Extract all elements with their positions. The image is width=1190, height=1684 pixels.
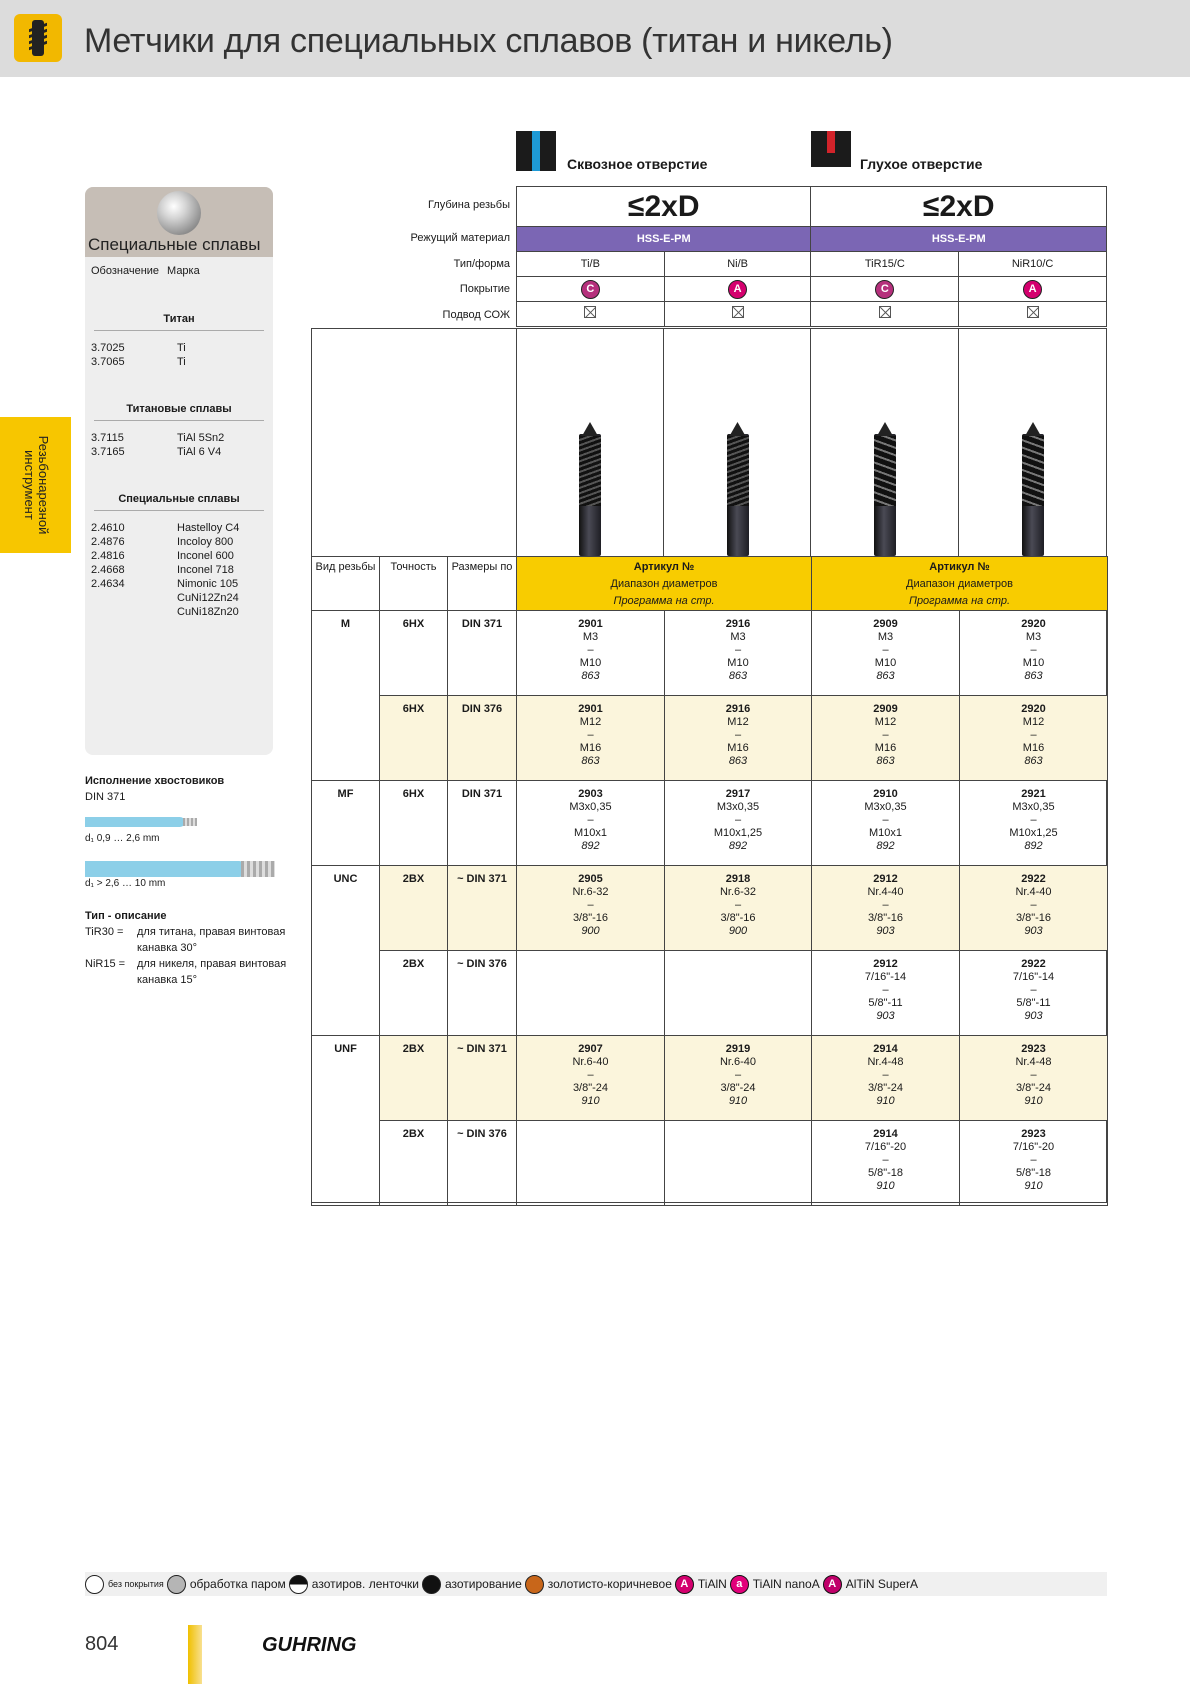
article-number[interactable]: 2917 xyxy=(725,788,751,800)
coating-cell xyxy=(517,277,665,302)
coolant-label: Подвод СОЖ xyxy=(442,309,510,321)
article-number[interactable]: 2914 xyxy=(873,1043,898,1055)
catalog-page: 863 xyxy=(1024,755,1043,767)
range-to: 3/8"-16 xyxy=(572,912,609,924)
range-to: M16 xyxy=(579,742,602,754)
range-to: M10x1,25 xyxy=(1009,827,1058,839)
catalog-page: 892 xyxy=(876,840,895,852)
range-to: M10x1 xyxy=(573,827,608,839)
range-from: 7/16"-14 xyxy=(864,971,907,983)
article-cell[interactable] xyxy=(665,781,812,866)
shank-section: Исполнение хвостовиков DIN 371 d₁ 0,9 … 2,6 mm d₁ > 2,6 … 10 mm xyxy=(85,775,315,803)
no-coolant-icon xyxy=(1027,306,1039,318)
article-cell xyxy=(517,1121,665,1206)
range-dash: – xyxy=(587,729,594,741)
catalog-page: 863 xyxy=(1024,670,1043,682)
range-to: 3/8"-24 xyxy=(720,1082,756,1094)
type-label: Тип/форма xyxy=(453,258,510,270)
range-dash: – xyxy=(882,984,889,996)
catalog-page: 910 xyxy=(876,1180,895,1192)
legend-item: A TiAlN xyxy=(675,1575,727,1594)
range-from: M12 xyxy=(1022,716,1045,728)
product-table xyxy=(311,556,1108,1206)
article-header: Артикул № Диапазон диаметров Программа на стр. xyxy=(812,557,1108,611)
legend-item: A AlTiN SuperA xyxy=(823,1575,918,1594)
range-from: 7/16"-20 xyxy=(864,1141,907,1153)
tap-tool-icon xyxy=(727,434,749,556)
range-from: 7/16"-14 xyxy=(1012,971,1055,983)
range-from: M12 xyxy=(874,716,897,728)
range-to: 5/8"-18 xyxy=(867,1167,904,1179)
range-dash: – xyxy=(882,899,889,911)
catalog-page: 863 xyxy=(876,755,895,767)
thread-type-cell: UNC xyxy=(312,866,380,1036)
range-dash: – xyxy=(882,1154,889,1166)
type-description: Тип - описание TiR30 = для титана, правая винтовая канавка 30° NiR15 = для никеля, правая винтовая канавка 15° xyxy=(85,910,287,986)
tolerance-cell: 6HX xyxy=(380,696,448,781)
image-divider xyxy=(516,328,517,556)
catalog-page: 903 xyxy=(1024,925,1043,937)
spec-table xyxy=(516,186,1107,327)
article-cell[interactable] xyxy=(517,1036,665,1121)
coating-label: Покрытие xyxy=(459,283,510,295)
table-row xyxy=(312,1036,1108,1121)
tap-tool-icon xyxy=(1022,434,1044,556)
range-dash: – xyxy=(587,899,594,911)
range-to: 3/8"-24 xyxy=(867,1082,904,1094)
catalog-page: 900 xyxy=(728,925,748,937)
range-to: 5/8"-11 xyxy=(868,997,903,1009)
coating-swatch-icon xyxy=(422,1575,441,1594)
coolant-cell xyxy=(811,302,959,327)
range-dash: – xyxy=(882,729,889,741)
tool-type: NiR10/C xyxy=(959,252,1107,277)
material-ball-icon xyxy=(157,191,201,235)
page-number: 804 xyxy=(85,1633,119,1655)
article-header: Артикул № Диапазон диаметров Программа на стр. xyxy=(517,557,812,611)
depth-value: ≤2xD xyxy=(517,187,811,227)
article-number[interactable]: 2909 xyxy=(873,703,898,715)
catalog-page: 863 xyxy=(728,755,748,767)
article-number[interactable]: 2903 xyxy=(578,788,603,800)
range-from: Nr.4-48 xyxy=(867,1056,904,1068)
range-dash: – xyxy=(882,814,889,826)
thread-type-cell: UNF xyxy=(312,1036,380,1206)
no-coolant-icon xyxy=(732,306,744,318)
material-row: 3.7065 Ti xyxy=(91,356,186,368)
material-row: 3.7165 TiAl 6 V4 xyxy=(91,446,222,458)
standard-cell: ~ DIN 376 xyxy=(448,951,517,1036)
coating-swatch-icon xyxy=(85,1575,104,1594)
tap-icon xyxy=(14,14,62,62)
material-row: CuNi18Zn20 xyxy=(177,606,239,618)
no-coolant-icon xyxy=(584,306,596,318)
range-from: M3 xyxy=(877,631,894,643)
catalog-page: 910 xyxy=(1024,1180,1043,1192)
article-cell[interactable] xyxy=(960,696,1108,781)
thread-type-cell: M xyxy=(312,611,380,781)
range-to: M10 xyxy=(874,657,897,669)
article-number[interactable]: 2909 xyxy=(873,618,898,630)
article-number[interactable]: 2920 xyxy=(1021,618,1046,630)
range-from: M3x0,35 xyxy=(1012,801,1055,813)
legend-item: обработка паром xyxy=(167,1575,286,1594)
legend-item: a TiAlN nanoA xyxy=(730,1575,820,1594)
coating-swatch-icon: A xyxy=(675,1575,694,1594)
range-to: 5/8"-11 xyxy=(1016,997,1051,1009)
range-to: 3/8"-24 xyxy=(1015,1082,1052,1094)
range-from: Nr.4-48 xyxy=(1015,1056,1052,1068)
article-number[interactable]: 2922 xyxy=(1021,873,1046,885)
range-to: 3/8"-16 xyxy=(867,912,904,924)
article-cell xyxy=(665,1121,812,1206)
range-to: M10 xyxy=(579,657,602,669)
range-to: 3/8"-16 xyxy=(720,912,756,924)
table-row xyxy=(312,611,1108,696)
range-from: Nr.4-40 xyxy=(867,886,904,898)
coolant-cell xyxy=(959,302,1107,327)
legend-item: азотиров. ленточки xyxy=(289,1575,419,1594)
legend-item: азотирование xyxy=(422,1575,522,1594)
article-cell xyxy=(665,951,812,1036)
article-cell[interactable] xyxy=(812,866,960,951)
article-cell[interactable] xyxy=(960,781,1108,866)
coating-swatch-icon xyxy=(289,1575,308,1594)
range-to: M10 xyxy=(727,657,749,669)
depth-label: Глубина резьбы xyxy=(427,199,510,211)
material-groups xyxy=(85,313,273,619)
range-from: M12 xyxy=(579,716,602,728)
coating-badge-icon: C xyxy=(581,280,600,299)
tolerance-cell: 2BX xyxy=(380,1121,448,1206)
range-dash: – xyxy=(1030,1069,1037,1081)
article-number[interactable]: 2901 xyxy=(578,703,603,715)
tool-image-cell xyxy=(516,328,664,556)
range-to: M10x1,25 xyxy=(713,827,763,839)
range-dash: – xyxy=(1030,729,1037,741)
catalog-page: 903 xyxy=(876,925,895,937)
range-dash: – xyxy=(734,899,742,911)
article-number[interactable]: 2901 xyxy=(578,618,603,630)
article-cell[interactable] xyxy=(812,611,960,696)
shank-small-icon xyxy=(85,817,185,827)
range-to: M16 xyxy=(1022,742,1045,754)
material-col-header: Обозначение Марка xyxy=(91,265,200,277)
tap-tool-icon xyxy=(874,434,896,556)
tolerance-header: Точность xyxy=(380,557,448,611)
page-title: Метчики для специальных сплавов (титан и никель) xyxy=(84,22,893,60)
material-row: 3.7025 Ti xyxy=(91,342,186,354)
range-dash: – xyxy=(587,1069,594,1081)
catalog-page: 910 xyxy=(876,1095,895,1107)
depth-value: ≤2xD xyxy=(811,187,1107,227)
catalog-page: 892 xyxy=(728,840,748,852)
coating-swatch-icon xyxy=(167,1575,186,1594)
article-number[interactable]: 2910 xyxy=(873,788,898,800)
article-number[interactable]: 2912 xyxy=(873,873,898,885)
article-cell[interactable] xyxy=(517,696,665,781)
material-row: 2.4634 Nimonic 105 xyxy=(91,578,239,590)
material-group-title: Титановые сплавы xyxy=(94,403,264,421)
brand-logo: GUHRING xyxy=(262,1634,357,1656)
range-dash: – xyxy=(734,814,742,826)
catalog-page: 910 xyxy=(581,1095,600,1107)
article-cell[interactable] xyxy=(665,866,812,951)
range-from: Nr.4-40 xyxy=(1015,886,1052,898)
tool-image-cell xyxy=(811,328,959,556)
article-number[interactable]: 2905 xyxy=(578,873,603,885)
blind-hole-label: Глухое отверстие xyxy=(860,156,983,172)
standard-cell: ~ DIN 371 xyxy=(448,1036,517,1121)
range-dash: – xyxy=(1030,1154,1037,1166)
coating-badge-icon: C xyxy=(875,280,894,299)
article-number[interactable]: 2923 xyxy=(1021,1128,1046,1140)
article-number[interactable]: 2907 xyxy=(578,1043,603,1055)
tolerance-cell: 6HX xyxy=(380,781,448,866)
standard-cell: DIN 371 xyxy=(448,781,517,866)
material-panel-title: Специальные сплавы xyxy=(88,235,261,254)
range-dash: – xyxy=(1030,814,1037,826)
range-dash: – xyxy=(734,729,742,741)
catalog-page: 910 xyxy=(728,1095,748,1107)
size-header: Размеры по xyxy=(448,557,517,611)
coating-cell xyxy=(959,277,1107,302)
article-number[interactable]: 2922 xyxy=(1021,958,1046,970)
shank-small-label: d₁ 0,9 … 2,6 mm xyxy=(85,833,160,844)
coating-badge-icon: A xyxy=(728,280,747,299)
range-dash: – xyxy=(587,814,594,826)
coating-legend xyxy=(85,1572,1107,1596)
article-number[interactable]: 2921 xyxy=(1021,788,1046,800)
legend-item: золотисто-коричневое xyxy=(525,1575,672,1594)
range-dash: – xyxy=(882,644,889,656)
through-hole-icon xyxy=(516,131,556,171)
cutting-material: HSS-E-PM xyxy=(811,227,1107,252)
article-cell[interactable] xyxy=(812,951,960,1036)
table-row xyxy=(312,866,1108,951)
article-cell[interactable] xyxy=(665,696,812,781)
range-from: Nr.6-40 xyxy=(572,1056,609,1068)
material-row: 3.7115 TiAl 5Sn2 xyxy=(91,432,225,444)
article-cell[interactable] xyxy=(812,696,960,781)
page-header xyxy=(0,0,1190,77)
catalog-page: 863 xyxy=(581,755,600,767)
range-from: M3 xyxy=(1025,631,1042,643)
range-from: M3x0,35 xyxy=(569,801,612,813)
standard-cell: DIN 376 xyxy=(448,696,517,781)
tool-type: TiR15/C xyxy=(811,252,959,277)
article-cell xyxy=(517,951,665,1036)
article-number[interactable]: 2914 xyxy=(873,1128,898,1140)
section-tab[interactable]: Резьбонарезной инструмент xyxy=(0,417,71,553)
through-hole-label: Сквозное отверстие xyxy=(567,156,708,172)
article-cell[interactable] xyxy=(517,611,665,696)
coating-swatch-icon xyxy=(525,1575,544,1594)
catalog-page: 863 xyxy=(581,670,600,682)
article-number[interactable]: 2919 xyxy=(725,1043,751,1055)
material-row: 2.4876 Incoloy 800 xyxy=(91,536,234,548)
range-from: M3 xyxy=(582,631,599,643)
material-row: 2.4668 Inconel 718 xyxy=(91,564,234,576)
article-cell[interactable] xyxy=(665,1036,812,1121)
legend-item: без покрытия xyxy=(85,1575,164,1594)
article-number[interactable]: 2916 xyxy=(725,618,751,630)
thread-header: Вид резьбы xyxy=(312,557,380,611)
range-to: 3/8"-16 xyxy=(1015,912,1052,924)
range-to: M16 xyxy=(727,742,749,754)
article-cell[interactable] xyxy=(812,1121,960,1206)
material-group-title: Титан xyxy=(94,313,264,331)
table-row xyxy=(312,951,1108,1036)
article-cell[interactable] xyxy=(812,1036,960,1121)
catalog-page: 900 xyxy=(581,925,600,937)
article-cell[interactable] xyxy=(960,1036,1108,1121)
tool-type: Ti/B xyxy=(517,252,665,277)
material-row: 2.4816 Inconel 600 xyxy=(91,550,234,562)
article-number[interactable]: 2923 xyxy=(1021,1043,1046,1055)
article-cell[interactable] xyxy=(812,781,960,866)
table-row xyxy=(312,1121,1108,1206)
shank-large-icon xyxy=(85,861,245,877)
material-row: CuNi12Zn24 xyxy=(177,592,239,604)
tolerance-cell: 2BX xyxy=(380,1036,448,1121)
range-dash: – xyxy=(734,644,742,656)
material-panel xyxy=(85,187,273,755)
tool-type: Ni/B xyxy=(664,252,811,277)
tolerance-cell: 2BX xyxy=(380,866,448,951)
footer-accent-bar xyxy=(188,1625,202,1684)
article-cell[interactable] xyxy=(960,951,1108,1036)
range-from: M3x0,35 xyxy=(864,801,907,813)
article-cell[interactable] xyxy=(960,866,1108,951)
material-label: Режущий материал xyxy=(410,232,510,244)
table-row xyxy=(312,696,1108,781)
material-group-title: Специальные сплавы xyxy=(94,493,264,511)
catalog-page: 903 xyxy=(876,1010,895,1022)
shank-large-label: d₁ > 2,6 … 10 mm xyxy=(85,878,166,889)
range-from: Nr.6-40 xyxy=(719,1056,757,1068)
range-to: 3/8"-24 xyxy=(572,1082,609,1094)
article-cell[interactable] xyxy=(960,1121,1108,1206)
tool-image-cell xyxy=(959,328,1107,556)
range-dash: – xyxy=(1030,899,1037,911)
article-number[interactable]: 2920 xyxy=(1021,703,1046,715)
catalog-page: 892 xyxy=(1024,840,1043,852)
range-dash: – xyxy=(1030,984,1037,996)
coating-swatch-icon: A xyxy=(823,1575,842,1594)
tap-tool-icon xyxy=(579,434,601,556)
range-dash: – xyxy=(587,644,594,656)
standard-cell: ~ DIN 371 xyxy=(448,866,517,951)
range-from: Nr.6-32 xyxy=(719,886,757,898)
coating-cell xyxy=(811,277,959,302)
catalog-page: 863 xyxy=(728,670,748,682)
catalog-page: 863 xyxy=(876,670,895,682)
standard-cell: DIN 371 xyxy=(448,611,517,696)
range-from: M12 xyxy=(727,716,749,728)
thread-type-cell: MF xyxy=(312,781,380,866)
article-cell[interactable] xyxy=(517,866,665,951)
range-from: Nr.6-32 xyxy=(572,886,609,898)
blind-hole-icon xyxy=(811,131,851,167)
tolerance-cell: 2BX xyxy=(380,951,448,1036)
tolerance-cell: 6HX xyxy=(380,611,448,696)
range-from: M3 xyxy=(730,631,746,643)
catalog-page: 910 xyxy=(1024,1095,1043,1107)
range-to: M16 xyxy=(874,742,897,754)
article-number[interactable]: 2918 xyxy=(725,873,751,885)
catalog-page: 892 xyxy=(581,840,600,852)
range-from: M3x0,35 xyxy=(716,801,760,813)
cutting-material: HSS-E-PM xyxy=(517,227,811,252)
range-dash: – xyxy=(882,1069,889,1081)
standard-cell: ~ DIN 376 xyxy=(448,1121,517,1206)
range-to: M10x1 xyxy=(868,827,903,839)
table-row xyxy=(312,781,1108,866)
range-from: 7/16"-20 xyxy=(1012,1141,1055,1153)
no-coolant-icon xyxy=(879,306,891,318)
coating-badge-icon: A xyxy=(1023,280,1042,299)
article-cell[interactable] xyxy=(665,611,812,696)
material-row: 2.4610 Hastelloy C4 xyxy=(91,522,240,534)
coolant-cell xyxy=(664,302,811,327)
tool-image-cell xyxy=(664,328,811,556)
article-number[interactable]: 2912 xyxy=(873,958,898,970)
range-to: M10 xyxy=(1022,657,1045,669)
coating-swatch-icon: a xyxy=(730,1575,749,1594)
coolant-cell xyxy=(517,302,665,327)
range-dash: – xyxy=(734,1069,742,1081)
catalog-page: 903 xyxy=(1024,1010,1043,1022)
range-dash: – xyxy=(1030,644,1037,656)
coating-cell xyxy=(664,277,811,302)
article-number[interactable]: 2916 xyxy=(725,703,751,715)
article-cell[interactable] xyxy=(517,781,665,866)
range-to: 5/8"-18 xyxy=(1015,1167,1052,1179)
article-cell[interactable] xyxy=(960,611,1108,696)
